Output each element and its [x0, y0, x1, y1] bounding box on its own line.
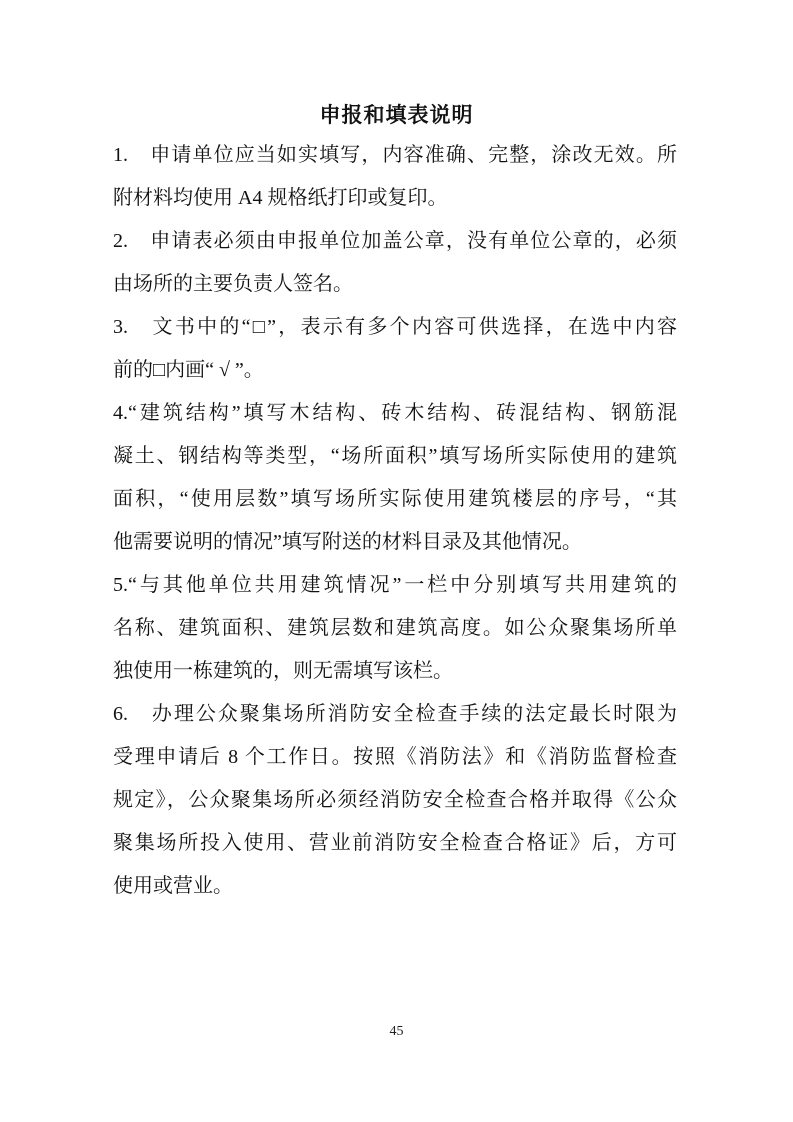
instruction-item-3 — [113, 306, 677, 392]
instruction-item-1 — [113, 134, 677, 220]
instructions-body — [113, 134, 677, 908]
page-number: 45 — [389, 1024, 404, 1039]
instruction-item-6 — [113, 693, 677, 908]
text-line: 4.“建筑结构”填写木结构、砖木结构、砖混结构、钢筋混 — [113, 402, 677, 424]
text-line: 2. 申请表必须由申报单位加盖公章，没有单位公章的，必须 — [113, 230, 677, 252]
text-line: 附材料均使用 A4 规格纸打印或复印。 — [113, 187, 448, 209]
instruction-item-4 — [113, 392, 677, 564]
text-line: 规定》，公众聚集场所必须经消防安全检查合格并取得《公众 — [113, 789, 677, 811]
instruction-item-2 — [113, 220, 677, 306]
text-line: 由场所的主要负责人签名。 — [113, 273, 353, 295]
text-line: 凝土、钢结构等类型，“场所面积”填写场所实际使用的建筑 — [113, 445, 677, 467]
text-line: 面积，“使用层数”填写场所实际使用建筑楼层的序号，“其 — [113, 488, 677, 510]
text-line: 使用或营业。 — [113, 875, 233, 897]
text-line: 5.“与其他单位共用建筑情况”一栏中分别填写共用建筑的 — [113, 574, 677, 596]
instruction-item-5 — [113, 564, 677, 693]
text-line: 6. 办理公众聚集场所消防安全检查手续的法定最长时限为 — [113, 703, 677, 725]
text-line: 他需要说明的情况”填写附送的材料目录及其他情况。 — [113, 531, 582, 553]
text-line: 1. 申请单位应当如实填写，内容准确、完整，涂改无效。所 — [113, 144, 677, 166]
text-line: 前的□内画“ √ ”。 — [113, 359, 264, 381]
page-title: 申报和填表说明 — [319, 103, 474, 127]
text-line: 独使用一栋建筑的，则无需填写该栏。 — [113, 660, 453, 682]
text-line: 名称、建筑面积、建筑层数和建筑高度。如公众聚集场所单 — [113, 617, 677, 639]
text-line: 3. 文书中的“□”，表示有多个内容可供选择，在选中内容 — [113, 316, 677, 338]
text-line: 聚集场所投入使用、营业前消防安全检查合格证》后，方可 — [113, 832, 677, 854]
text-line: 受理申请后 8 个工作日。按照《消防法》和《消防监督检查 — [113, 746, 677, 768]
